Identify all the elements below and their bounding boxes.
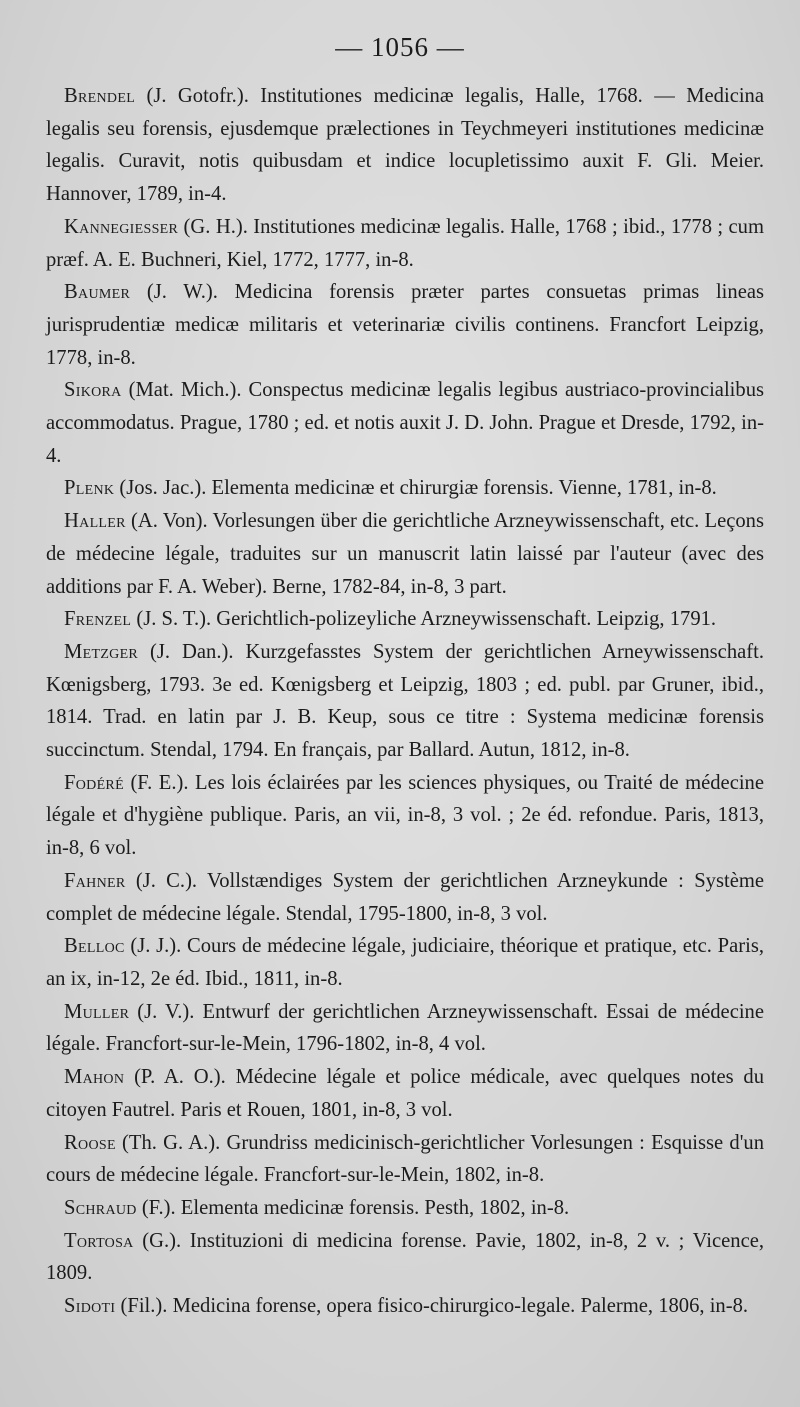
entry-text: (J. W.). Medicina forensis præter partes consuetas primas lineas jurisprudentiæ medicæ militaris et veterinariæ civilis continens. Francfort Leipzig, 1778, in-8. — [46, 281, 764, 369]
entry-author: Fodéré — [64, 771, 124, 794]
entry-author: Roose — [64, 1131, 116, 1154]
entry-author: Sikora — [64, 379, 122, 402]
bibliography-entry — [46, 472, 764, 505]
entry-author: Metzger — [64, 640, 139, 663]
entry-text: (J. J.). Cours de médecine légale, judiciaire, théorique et pratique, etc. Paris, an ix, in-12, 2e éd. Ibid., 1811, in-8. — [46, 935, 764, 990]
bibliography-entry — [46, 603, 764, 636]
entry-text: (Mat. Mich.). Conspectus medicinæ legalis legibus austriaco-provincialibus accommodatus. Prague, 1780 ; ed. et notis auxit J. D. John. Prague et Dresde, 1792, in-4. — [46, 379, 764, 467]
bibliography-entry — [46, 276, 764, 374]
entry-author: Mahon — [64, 1066, 125, 1089]
entry-text: (P. A. O.). Médecine légale et police médicale, avec quelques notes du citoyen Fautrel. Paris et Rouen, 1801, in-8, 3 vol. — [46, 1066, 764, 1121]
entry-author: Baumer — [64, 281, 131, 304]
bibliography-entry — [46, 374, 764, 472]
entry-text: (J. C.). Vollstændiges System der gerichtlichen Arzneykunde : Système complet de médecine légale. Stendal, 1795-1800, in-8, 3 vol. — [46, 869, 764, 925]
entry-text: (A. Von). Vorlesungen über die gerichtliche Arzneywissenschaft, etc. Leçons de médecine légale, traduites sur un manuscrit latin laissé par l'auteur (avec des additions par F. A. Weber). Berne, 1782-84, in-8, 3 part. — [46, 510, 764, 598]
bibliography-entry — [46, 211, 764, 276]
bibliography-list — [46, 80, 764, 1323]
bibliography-entry — [46, 930, 764, 995]
entry-text: (Jos. Jac.). Elementa medicinæ et chirurgiæ forensis. Vienne, 1781, in-8. — [114, 477, 717, 500]
entry-text: (J. Dan.). Kurzgefasstes System der gerichtlichen Arneywissenschaft. Kœnigsberg, 1793. 3e ed. Kœnigsberg et Leipzig, 1803 ; ed. publ. par Gruner, ibid., 1814. Trad. en latin par J. B. Keup, sous ce titre : Systema medicinæ forensis succinctum. Stendal, 1794. En français, par Ballard. Autun, 1812, in-8. — [46, 640, 764, 762]
bibliography-entry — [46, 1192, 764, 1225]
bibliography-entry — [46, 1225, 764, 1290]
bibliography-entry — [46, 865, 764, 930]
entry-author: Fahner — [64, 869, 126, 892]
entry-text: (G. H.). Institutiones medicinæ legalis. Halle, 1768 ; ibid., 1778 ; cum præf. A. E. Buchneri, Kiel, 1772, 1777, in-8. — [46, 215, 764, 271]
page-number: — 1056 — — [335, 32, 465, 62]
entry-author: Haller — [64, 510, 126, 533]
entry-text: (F. E.). Les lois éclairées par les sciences physiques, ou Traité de médecine légale et d'hygiène publique. Paris, an vii, in-8, 3 vol. ; 2e éd. refondue. Paris, 1813, in-8, 6 vol. — [46, 771, 764, 860]
bibliography-entry — [46, 636, 764, 767]
entry-text: (J. S. T.). Gerichtlich-polizeyliche Arzneywissenschaft. Leipzig, 1791. — [131, 608, 717, 631]
entry-author: Schraud — [64, 1196, 137, 1219]
entry-text: (G.). Instituzioni di medicina forense. Pavie, 1802, in-8, 2 v. ; Vicence, 1809. — [46, 1229, 764, 1285]
entry-text: (J. Gotofr.). Institutiones medicinæ legalis, Halle, 1768. — Medicina legalis seu forensis, ejusdemque prælectiones in Teychmeyeri institutiones medicinæ legalis. Curavit, notis quibusdam et indice locupletissimo auxit F. Gli. Meier. Hannover, 1789, in-4. — [46, 85, 764, 206]
bibliography-entry — [46, 505, 764, 603]
entry-text: (F.). Elementa medicinæ forensis. Pesth, 1802, in-8. — [136, 1196, 570, 1219]
entry-author: Kannegiesser — [64, 215, 179, 238]
entry-author: Muller — [64, 1000, 130, 1023]
entry-text: (Th. G. A.). Grundriss medicinisch-gerichtlicher Vorlesungen : Esquisse d'un cours de médecine légale. Francfort-sur-le-Mein, 1802, in-8. — [46, 1131, 764, 1187]
entry-text: (J. V.). Entwurf der gerichtlichen Arzneywissenschaft. Essai de médecine légale. Francfort-sur-le-Mein, 1796-1802, in-8, 4 vol. — [46, 1000, 764, 1056]
entry-author: Frenzel — [64, 608, 132, 631]
entry-author: Sidoti — [64, 1295, 116, 1318]
entry-author: Plenk — [64, 477, 115, 500]
entry-author: Brendel — [64, 85, 136, 107]
bibliography-entry — [46, 1290, 764, 1323]
entry-author: Tortosa — [64, 1229, 134, 1252]
bibliography-entry — [46, 80, 764, 211]
bibliography-entry — [46, 1061, 764, 1126]
bibliography-entry — [46, 996, 764, 1061]
entry-text: (Fil.). Medicina forense, opera fisico-chirurgico-legale. Palerme, 1806, in-8. — [115, 1295, 749, 1318]
bibliography-entry — [46, 767, 764, 865]
entry-author: Belloc — [64, 935, 125, 958]
bibliography-entry — [46, 1127, 764, 1192]
